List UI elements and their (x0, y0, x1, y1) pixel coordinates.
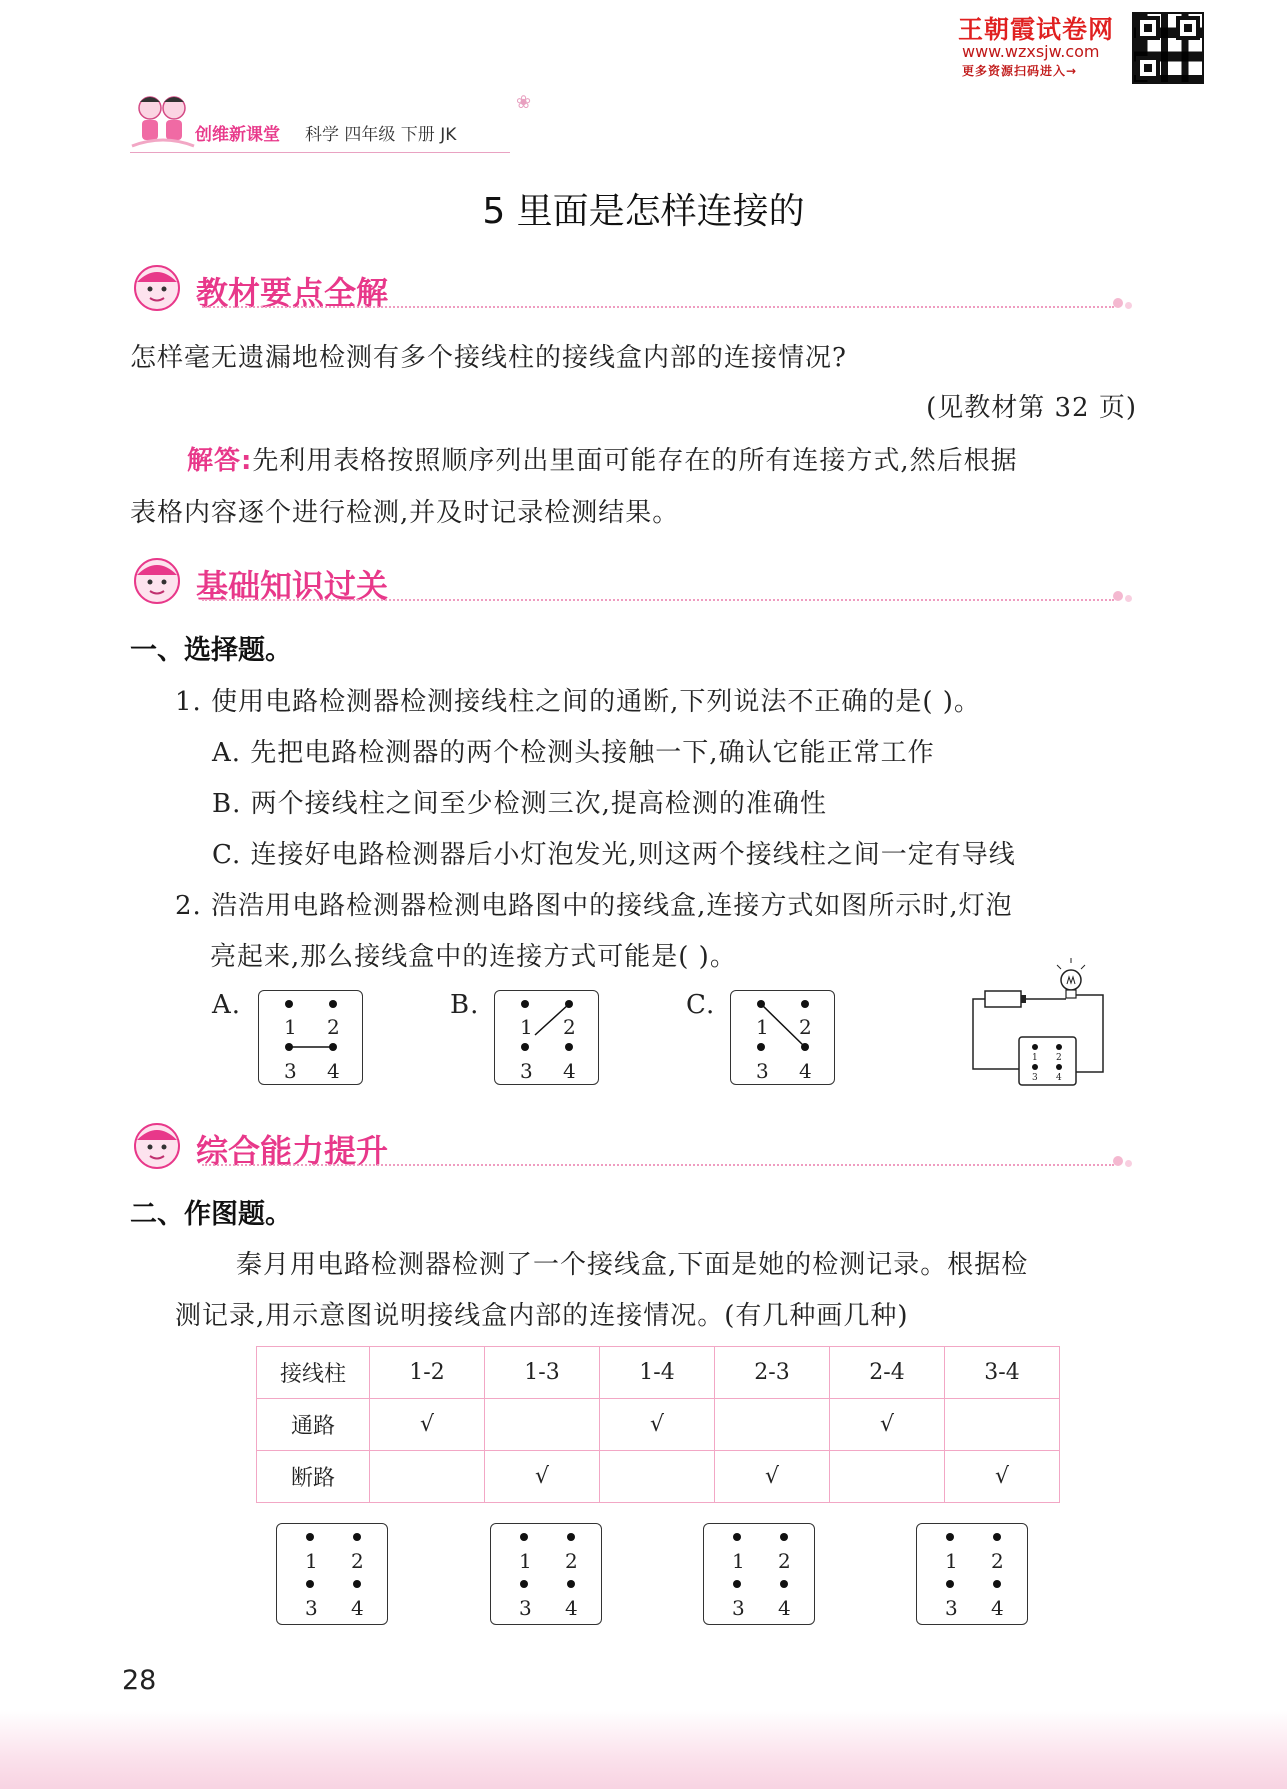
circuit-diagram (965, 955, 1115, 1090)
terminal-2: 2 (563, 1015, 576, 1039)
terminal-2: 2 (351, 1549, 364, 1573)
choice-heading: 一、选择题。 (130, 635, 292, 666)
drawing-box-2[interactable] (490, 1523, 602, 1625)
table-cell (485, 1399, 600, 1451)
section-header-textbook-points (128, 262, 1128, 318)
table-cell: √ (370, 1399, 485, 1451)
answer-line-2: 表格内容逐个进行检测,并及时记录检测结果。 (130, 498, 680, 528)
terminal-3: 3 (732, 1596, 745, 1620)
q2-option-c-label[interactable]: C. (686, 990, 716, 1020)
table-header-cell: 接线柱 (257, 1347, 370, 1399)
terminal-2: 2 (799, 1015, 812, 1039)
table-header-cell: 1-4 (600, 1347, 715, 1399)
decor-dot (1125, 1160, 1132, 1167)
flower-icon: ❀ (516, 92, 532, 113)
table-cell: √ (945, 1451, 1060, 1503)
table-cell (600, 1451, 715, 1503)
junction-box (1019, 1037, 1076, 1085)
battery-icon (985, 991, 1021, 1007)
dotted-divider (202, 306, 1114, 308)
terminal-3: 3 (945, 1596, 958, 1620)
terminal-3: 3 (284, 1059, 297, 1083)
table-cell (830, 1451, 945, 1503)
section-title: 综合能力提升 (196, 1132, 389, 1170)
q1-option-b[interactable]: B. 两个接线柱之间至少检测三次,提高检测的准确性 (212, 789, 827, 819)
connection-diagram (731, 991, 834, 1084)
bulb-icon (1057, 958, 1085, 998)
brand-name: 王朝霞试卷网 (958, 15, 1115, 44)
section-header-ability (128, 1120, 1128, 1176)
terminal-1: 1 (945, 1549, 958, 1573)
drawing-text-1: 秦月用电路检测器检测了一个接线盒,下面是她的检测记录。根据检 (236, 1250, 1029, 1280)
terminal-grid (704, 1524, 814, 1624)
terminal-1: 1 (305, 1549, 318, 1573)
table-header-row (257, 1347, 1060, 1399)
drawing-box-4[interactable] (916, 1523, 1028, 1625)
header-divider (130, 152, 510, 153)
terminal-4: 4 (563, 1059, 576, 1083)
table-header-cell: 3-4 (945, 1347, 1060, 1399)
table-header-cell: 1-2 (370, 1347, 485, 1399)
decor-dot (1125, 595, 1132, 602)
detection-record-table (256, 1346, 1060, 1503)
terminal-grid (277, 1524, 387, 1624)
q2-option-c-box[interactable] (730, 990, 835, 1085)
terminal-4: 4 (565, 1596, 578, 1620)
connection-diagram (259, 991, 362, 1084)
question-2-line-2: 亮起来,那么接线盒中的连接方式可能是( )。 (210, 942, 737, 972)
terminal-1: 1 (284, 1015, 297, 1039)
answer-label: 解答: (187, 446, 253, 476)
terminal-2: 2 (327, 1015, 340, 1039)
table-cell (370, 1451, 485, 1503)
section-title: 教材要点全解 (196, 274, 389, 312)
terminal-1: 1 (732, 1549, 745, 1573)
terminal-4: 4 (351, 1596, 364, 1620)
q1-option-a[interactable]: A. 先把电路检测器的两个检测头接触一下,确认它能正常工作 (212, 738, 935, 768)
mascot-face-icon (128, 1120, 186, 1172)
dotted-divider (202, 1164, 1114, 1166)
terminal-4: 4 (799, 1059, 812, 1083)
textbook-reference: (见教材第 32 页) (926, 393, 1137, 423)
small-terminal-1: 1 (1032, 1053, 1038, 1063)
terminal-3: 3 (305, 1596, 318, 1620)
table-cell: √ (485, 1451, 600, 1503)
terminal-3: 3 (519, 1596, 532, 1620)
terminal-4: 4 (778, 1596, 791, 1620)
drawing-box-3[interactable] (703, 1523, 815, 1625)
q2-option-a-label[interactable]: A. (212, 990, 242, 1020)
section-header-basics (128, 555, 1128, 611)
footer-band (0, 1710, 1287, 1789)
subject-info: 科学 四年级 下册 JK (305, 125, 457, 145)
question-2-line-1: 2. 浩浩用电路检测器检测电路图中的接线盒,连接方式如图所示时,灯泡 (175, 891, 1013, 921)
answer-text-1: 先利用表格按照顺序列出里面可能存在的所有连接方式,然后根据 (252, 446, 1018, 476)
terminal-3: 3 (520, 1059, 533, 1083)
q2-option-b-box[interactable] (494, 990, 599, 1085)
section-title: 基础知识过关 (196, 567, 389, 605)
brand-more-link[interactable]: 更多资源扫码进入→ (962, 64, 1078, 78)
q2-option-b-label[interactable]: B. (450, 990, 480, 1020)
table-row (257, 1399, 1060, 1451)
dotted-divider (202, 599, 1114, 601)
mascot-face-icon (128, 555, 186, 607)
small-terminal-2: 2 (1056, 1053, 1062, 1063)
question-1: 1. 使用电路检测器检测接线柱之间的通断,下列说法不正确的是( )。 (175, 687, 981, 717)
terminal-grid (917, 1524, 1027, 1624)
table-cell: √ (600, 1399, 715, 1451)
connection-diagram (495, 991, 598, 1084)
drawing-text-2: 测记录,用示意图说明接线盒内部的连接情况。(有几种画几种) (175, 1301, 909, 1331)
decor-dot (1125, 302, 1132, 309)
terminal-1: 1 (756, 1015, 769, 1039)
q2-option-a-box[interactable] (258, 990, 363, 1085)
drawing-heading: 二、作图题。 (130, 1199, 292, 1230)
row-label: 断路 (257, 1451, 370, 1503)
series-name: 创维新课堂 (195, 125, 280, 145)
table-header-cell: 1-3 (485, 1347, 600, 1399)
decor-dot (1113, 298, 1123, 308)
terminal-grid (491, 1524, 601, 1624)
table-header-cell: 2-4 (830, 1347, 945, 1399)
answer-line-1 (187, 440, 1018, 477)
kids-mascot-icon (128, 90, 198, 152)
terminal-2: 2 (778, 1549, 791, 1573)
terminal-3: 3 (756, 1059, 769, 1083)
mascot-face-icon (128, 262, 186, 314)
table-cell: √ (715, 1451, 830, 1503)
small-terminal-4: 4 (1056, 1073, 1062, 1083)
table-cell (945, 1399, 1060, 1451)
terminal-2: 2 (565, 1549, 578, 1573)
key-question: 怎样毫无遗漏地检测有多个接线柱的接线盒内部的连接情况? (130, 343, 847, 373)
row-label: 通路 (257, 1399, 370, 1451)
terminal-2: 2 (991, 1549, 1004, 1573)
terminal-1: 1 (519, 1549, 532, 1573)
qr-code-icon[interactable] (1132, 12, 1204, 84)
table-cell (715, 1399, 830, 1451)
table-header-cell: 2-3 (715, 1347, 830, 1399)
brand-url[interactable]: www.wzxsjw.com (962, 42, 1100, 61)
terminal-4: 4 (327, 1059, 340, 1083)
terminal-1: 1 (520, 1015, 533, 1039)
table-row (257, 1451, 1060, 1503)
page-title: 5 里面是怎样连接的 (482, 191, 805, 232)
drawing-box-1[interactable] (276, 1523, 388, 1625)
decor-dot (1113, 1156, 1123, 1166)
q1-option-c[interactable]: C. 连接好电路检测器后小灯泡发光,则这两个接线柱之间一定有导线 (212, 840, 1016, 870)
small-terminal-3: 3 (1032, 1073, 1038, 1083)
page-number: 28 (122, 1665, 157, 1696)
terminal-4: 4 (991, 1596, 1004, 1620)
decor-dot (1113, 591, 1123, 601)
table-cell: √ (830, 1399, 945, 1451)
